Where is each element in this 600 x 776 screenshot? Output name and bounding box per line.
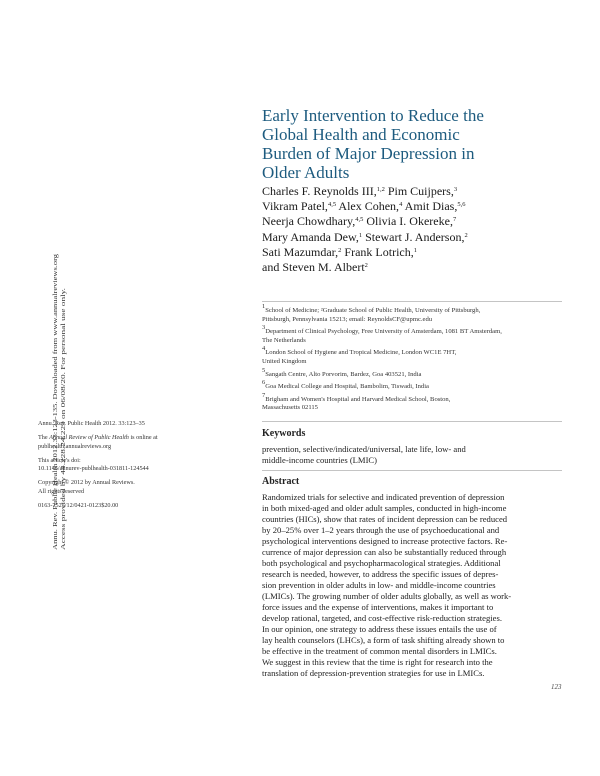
- abstract-line: (LMICs). The growing number of older adults globally, as well as work-: [262, 591, 512, 601]
- affiliation: [262, 303, 562, 324]
- article-title: [262, 106, 562, 182]
- affiliations-divider: [262, 301, 562, 302]
- author-affil-sup: 1: [413, 246, 417, 254]
- abstract-line: by 20–25% over 1–2 years through the use of psychoeducational and: [262, 525, 500, 535]
- author-list: [262, 184, 562, 275]
- online-notice: [38, 434, 208, 442]
- issn-text: 0163-7525/12/0421-0123$20.00: [38, 502, 119, 510]
- rights-text: All rights reserved: [38, 487, 85, 495]
- affiliation-line: Department of Clinical Psychology, Free University of Amsterdam, 1081 BT Amsterdam,: [265, 328, 502, 336]
- author-name: Olivia I. Okereke,: [363, 214, 453, 229]
- abstract-line: develop rational, targeted, and cost-effective risk-reduction strategies.: [262, 613, 502, 623]
- title-line: Older Adults: [262, 163, 350, 182]
- abstract-line: psychological interventions designed to increase protective factors. Re-: [262, 536, 508, 546]
- author-line: [262, 230, 562, 245]
- affiliation-sup: 3: [262, 324, 266, 332]
- abstract-line: force issues and the expense of interventions, makes it important to: [262, 602, 494, 612]
- affiliation: [262, 379, 562, 392]
- abstract-body: [262, 492, 562, 679]
- abstract-line: both psychological and psychopharmacological strategies. Additional: [262, 558, 501, 568]
- doi-label: This article's doi:: [38, 456, 81, 464]
- abstract-line: in both mixed-aged and older adult samples, conducted in high-income: [262, 503, 507, 513]
- author-line: [262, 199, 562, 214]
- affiliation-line: Goa Medical College and Hospital, Bambolim, Tiswadi, India: [265, 383, 429, 391]
- author-affil-sup: 4,5: [355, 216, 364, 224]
- keywords-divider: [262, 421, 562, 422]
- title-line: Global Health and Economic: [262, 125, 460, 144]
- affiliation-line: Pittsburgh, Pennsylvania 15213; email: ReynoldsCF@upmc.edu: [262, 315, 433, 323]
- affiliation-line: Brigham and Women's Hospital and Harvard Medical School, Boston,: [265, 395, 451, 403]
- affiliation-sup: 6: [262, 379, 266, 387]
- doi-link[interactable]: 10.1146/annurev-publhealth-031811-124544: [38, 465, 149, 473]
- abstract-line: lay health counselors (LHCs), a form of task shifting already shown to: [262, 635, 505, 645]
- abstract-divider: [262, 470, 562, 471]
- author-line: [262, 260, 562, 275]
- citation-sidebar: [38, 420, 208, 516]
- author-line: [262, 214, 562, 229]
- abstract-line: translation of depression-prevention strategies for use in LMICs.: [262, 668, 485, 678]
- author-name: Alex Cohen,: [336, 199, 400, 214]
- keywords-line: prevention, selective/indicated/universal, late life, low- and: [262, 444, 466, 454]
- affiliation-sup: 4: [262, 345, 266, 353]
- author-affil-sup: 7: [452, 216, 457, 224]
- affiliation-sup: 5: [262, 366, 266, 374]
- title-line: Burden of Major Depression in: [262, 144, 475, 163]
- keywords-line: middle-income countries (LMIC): [262, 454, 378, 465]
- author-line: [262, 245, 562, 260]
- citation-block: [38, 420, 208, 428]
- abstract-line: research is needed, however, to address the specific issues of depres-: [262, 569, 499, 579]
- online-notice-post: is online at: [128, 434, 158, 442]
- author-name: Mary Amanda Dew,: [262, 229, 359, 244]
- affiliation-line: Sangath Centre, Alto Porvorim, Bardez, Goa 403521, India: [265, 370, 422, 378]
- abstract-heading: Abstract: [262, 476, 300, 487]
- affiliation-line: United Kingdom: [262, 357, 307, 365]
- affiliation-sup: 1: [262, 303, 266, 310]
- copyright-block: [38, 479, 208, 496]
- author-affil-sup: 4: [399, 201, 403, 209]
- affiliations: [262, 303, 562, 417]
- abstract-line: We suggest in this review that the time is right for research into the: [262, 657, 493, 667]
- doi-block: [38, 457, 208, 474]
- affiliation: [262, 324, 562, 345]
- journal-url[interactable]: publhealth.annualreviews.org: [38, 442, 112, 450]
- author-affil-sup: 3: [453, 186, 458, 193]
- author-affil-sup: 5,6: [457, 201, 466, 209]
- author-name: Stewart J. Anderson,: [362, 229, 465, 244]
- affiliation-sup: 7: [262, 391, 266, 399]
- journal-citation: Annu. Rev. Public Health 2012. 33:123–35: [38, 420, 145, 427]
- author-name: and Steven M. Albert: [262, 260, 365, 275]
- author-name: Pim Cuijpers,: [384, 184, 454, 198]
- author-name: Amit Dias,: [402, 199, 458, 214]
- keywords-heading: Keywords: [262, 428, 306, 439]
- author-affil-sup: 2: [464, 231, 468, 239]
- author-affil-sup: 1: [358, 231, 363, 239]
- abstract-line: currence of major depression can also be substantially reduced through: [262, 547, 507, 557]
- affiliation: [262, 366, 562, 380]
- abstract-line: In our opinion, one strategy to address these issues entails the use of: [262, 624, 497, 634]
- author-name: Charles F. Reynolds III,: [262, 184, 377, 198]
- affiliation-line: London School of Hygiene and Tropical Medicine, London WC1E 7HT,: [265, 349, 457, 357]
- affiliation-line: The Netherlands: [262, 336, 306, 344]
- copyright-text: Copyright © 2012 by Annual Reviews.: [38, 479, 135, 487]
- page-number: 123: [551, 683, 562, 691]
- author-name: Neerja Chowdhary,: [262, 214, 356, 229]
- abstract-line: countries (HICs), show that rates of incident depression can be reduced: [262, 514, 508, 524]
- abstract-line: sion prevention in older adults in low- and middle-income countries: [262, 580, 496, 590]
- author-name: Frank Lotrich,: [341, 244, 414, 259]
- author-affil-sup: 2: [338, 246, 342, 254]
- issn-block: [38, 502, 208, 510]
- journal-name: Annual Review of Public Health: [49, 434, 129, 442]
- online-block: [38, 434, 208, 451]
- title-line: Early Intervention to Reduce the: [262, 106, 484, 125]
- author-affil-sup: 2: [364, 262, 368, 270]
- author-affil-sup: 4,5: [327, 201, 337, 209]
- author-name: Sati Mazumdar,: [262, 244, 339, 259]
- author-affil-sup: 1,2: [376, 186, 385, 193]
- abstract-line: Randomized trials for selective and indicated prevention of depression: [262, 492, 505, 502]
- download-notice-line-1: Annu. Rev. Public Health 2012.33:123-135. Downloaded from www.annualreviews.org: [52, 318, 59, 550]
- keywords-text: [262, 444, 562, 466]
- download-notice-line-2: Access provided by 44.228.24.229 on 06/08/20. For personal use only.: [60, 363, 67, 550]
- affiliation: [262, 345, 562, 366]
- abstract-line: be effective in the treatment of common mental disorders in LMICs.: [262, 646, 497, 656]
- affiliation-line: School of Medicine; ²Graduate School of Public Health, University of Pittsburgh,: [265, 307, 481, 314]
- affiliation: [262, 391, 562, 413]
- author-line: [262, 184, 562, 199]
- author-name: Vikram Patel,: [262, 199, 328, 214]
- affiliation-line: Massachusetts 02115: [262, 404, 318, 412]
- online-notice-pre: The: [38, 434, 50, 442]
